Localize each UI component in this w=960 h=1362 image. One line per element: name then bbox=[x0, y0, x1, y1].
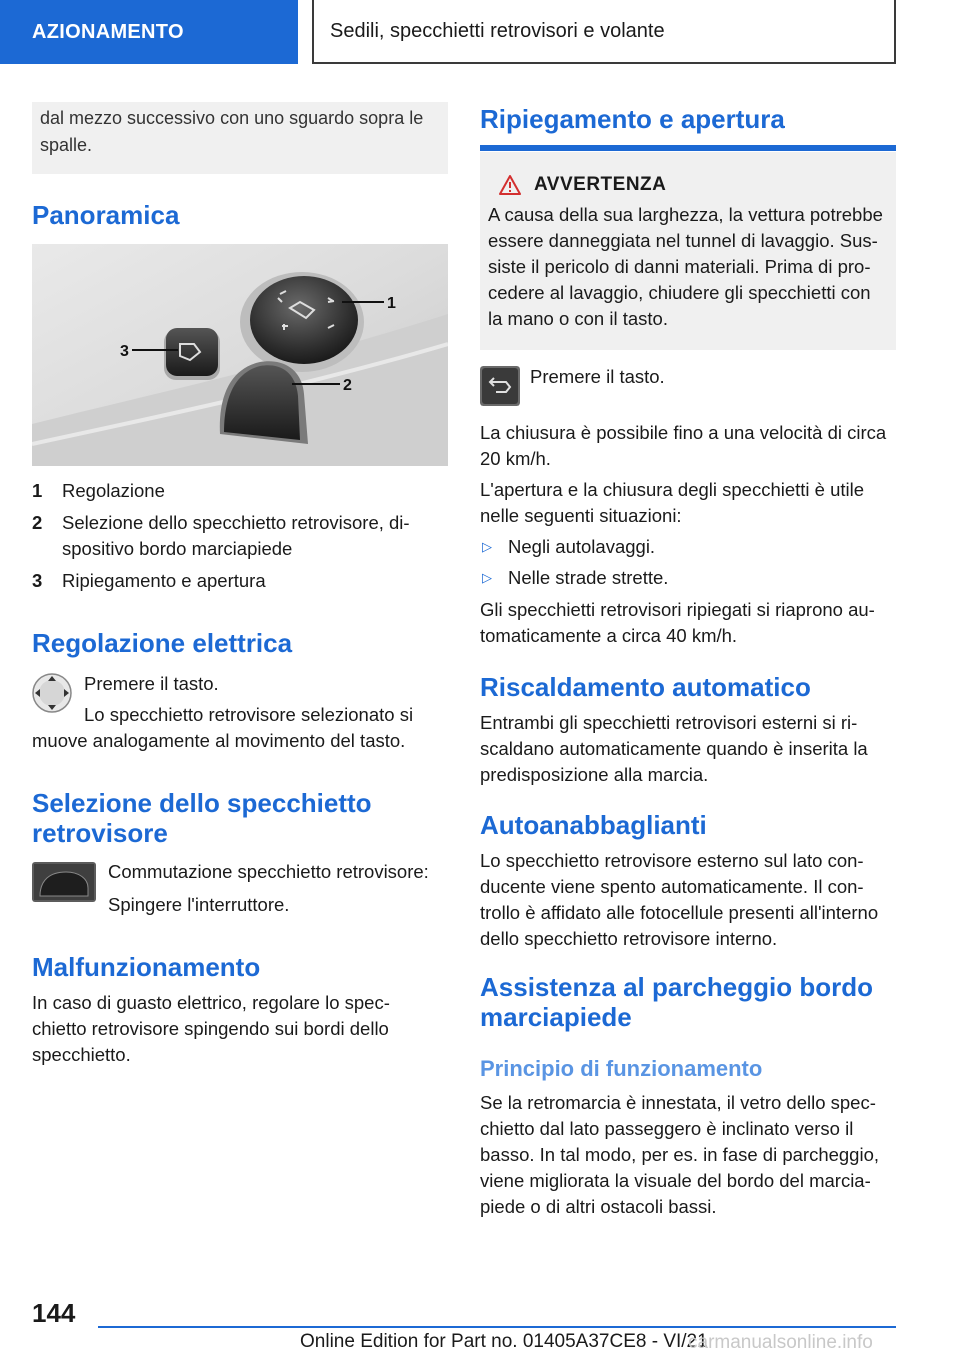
heading-assistenza: Assistenza al parcheggio bordo bbox=[480, 972, 873, 1002]
assistenza-text: basso. In tal modo, per es. in fase di parcheggio, bbox=[480, 1144, 880, 1165]
heading-autoanabbaglianti: Autoanabbaglianti bbox=[480, 810, 707, 840]
list-item-text: Negli autolavaggi. bbox=[508, 536, 656, 557]
malfunzionamento-text: specchietto. bbox=[32, 1044, 131, 1065]
callout-3: 3 bbox=[120, 343, 129, 360]
list-item-text: Nelle strade strette. bbox=[508, 567, 669, 588]
ripiegamento-text: La chiusura è possibile fino a una velocità di circa bbox=[480, 422, 887, 443]
legend-text: Selezione dello specchietto retrovisore, di- bbox=[62, 512, 410, 533]
legend-item bbox=[32, 478, 448, 504]
heading-panoramica: Panoramica bbox=[32, 200, 180, 230]
section-title: AZIONAMENTO bbox=[32, 20, 184, 43]
autoanabbaglianti-text: ducente viene spento automaticamente. Il con- bbox=[480, 876, 864, 897]
warning-line: essere danneggiata nel tunnel di lavaggio. Sus- bbox=[488, 230, 878, 251]
autoanabbaglianti-text: trollo è affidato alle fotocellule presenti all'interno bbox=[480, 902, 879, 923]
riscaldamento-text: scaldano automaticamente quando è inserita la bbox=[480, 738, 868, 759]
legend-number: 3 bbox=[32, 570, 43, 591]
legend-number: 2 bbox=[32, 512, 43, 533]
callout-1: 1 bbox=[387, 295, 396, 312]
heading-malfunzionamento: Malfunzionamento bbox=[32, 952, 261, 982]
ripiegamento-text: tomaticamente a circa 40 km/h. bbox=[480, 625, 738, 646]
legend-item bbox=[32, 568, 448, 594]
assistenza-text: piede o di altri ostacoli bassi. bbox=[480, 1196, 717, 1217]
assistenza-text: chietto dal lato passeggero è inclinato verso il bbox=[480, 1118, 854, 1139]
callout-2: 2 bbox=[343, 377, 352, 394]
ripiegamento-text: nelle seguenti situazioni: bbox=[480, 505, 682, 526]
chapter-tab bbox=[312, 0, 896, 64]
intro-note: dal mezzo successivo con uno sguardo sopra le spalle. bbox=[32, 102, 448, 174]
legend-item bbox=[32, 510, 448, 562]
legend-text: Regolazione bbox=[62, 480, 165, 501]
fold-mirror-button-icon bbox=[480, 366, 520, 406]
heading-selezione: Selezione dello specchietto bbox=[32, 788, 372, 818]
ripiegamento-step: Premere il tasto. bbox=[530, 366, 665, 387]
malfunzionamento-text: In caso di guasto elettrico, regolare lo spec- bbox=[32, 992, 390, 1013]
riscaldamento-text: Entrambi gli specchietti retrovisori esterni si ri- bbox=[480, 712, 858, 733]
warning-box bbox=[480, 152, 896, 350]
list-item bbox=[480, 565, 896, 591]
warning-header bbox=[498, 170, 888, 200]
subheading-principio: Principio di funzionamento bbox=[480, 1056, 763, 1081]
section-tab bbox=[0, 0, 298, 64]
mirror-controls-photo bbox=[32, 244, 448, 466]
heading-selezione-cont: retrovisore bbox=[32, 818, 168, 848]
warning-line: la mano o con il tasto. bbox=[488, 308, 668, 329]
ripiegamento-text: L'apertura e la chiusura degli specchietti è utile bbox=[480, 479, 865, 500]
triangle-bullet-icon: ▷ bbox=[482, 570, 492, 585]
regolazione-step: Premere il tasto. bbox=[84, 673, 219, 694]
heading-underline bbox=[480, 145, 896, 151]
selezione-step: Spingere l'interruttore. bbox=[108, 894, 290, 915]
list-item bbox=[480, 534, 896, 560]
regolazione-text: muove analogamente al movimento del tasto. bbox=[32, 730, 406, 751]
warning-line: A causa della sua larghezza, la vettura potrebbe bbox=[488, 204, 883, 225]
riscaldamento-text: predisposizione alla marcia. bbox=[480, 764, 709, 785]
warning-text bbox=[488, 202, 888, 332]
page-number: 144 bbox=[32, 1298, 76, 1328]
warning-triangle-icon bbox=[498, 174, 522, 196]
mirror-selector-icon bbox=[32, 862, 96, 902]
chapter-title: Sedili, specchietti retrovisori e volante bbox=[330, 19, 665, 42]
warning-line: siste il pericolo di danni materiali. Prima di pro- bbox=[488, 256, 871, 277]
warning-line: cedere al lavaggio, chiudere gli specchietti con bbox=[488, 282, 871, 303]
triangle-bullet-icon: ▷ bbox=[482, 539, 492, 554]
ripiegamento-text: Gli specchietti retrovisori ripiegati si riaprono au- bbox=[480, 599, 875, 620]
footer-rule bbox=[98, 1326, 896, 1328]
adjust-knob-icon bbox=[32, 672, 72, 714]
selezione-text: Commutazione specchietto retrovisore: bbox=[108, 861, 429, 882]
heading-riscaldamento: Riscaldamento automatico bbox=[480, 672, 811, 702]
heading-assistenza-cont: marciapiede bbox=[480, 1002, 632, 1032]
legend-text: spositivo bordo marciapiede bbox=[62, 538, 293, 559]
legend-number: 1 bbox=[32, 480, 43, 501]
legend-list bbox=[32, 478, 448, 600]
regolazione-text: Lo specchietto retrovisore selezionato si bbox=[84, 704, 414, 725]
warning-title: AVVERTENZA bbox=[534, 174, 667, 195]
assistenza-text: viene migliorata la visuale del bordo del marcia- bbox=[480, 1170, 871, 1191]
autoanabbaglianti-text: dello specchietto retrovisore interno. bbox=[480, 928, 778, 949]
heading-regolazione: Regolazione elettrica bbox=[32, 628, 293, 658]
autoanabbaglianti-text: Lo specchietto retrovisore esterno sul lato con- bbox=[480, 850, 864, 871]
legend-text: Ripiegamento e apertura bbox=[62, 570, 266, 591]
watermark: carmanualsonline.info bbox=[688, 1332, 873, 1353]
ripiegamento-text: 20 km/h. bbox=[480, 448, 551, 469]
heading-ripiegamento: Ripiegamento e apertura bbox=[480, 104, 785, 134]
malfunzionamento-text: chietto retrovisore spingendo sui bordi dello bbox=[32, 1018, 389, 1039]
edition-info: Online Edition for Part no. 01405A37CE8 - VI/21 bbox=[300, 1331, 708, 1352]
assistenza-text: Se la retromarcia è innestata, il vetro dello spec- bbox=[480, 1092, 876, 1113]
